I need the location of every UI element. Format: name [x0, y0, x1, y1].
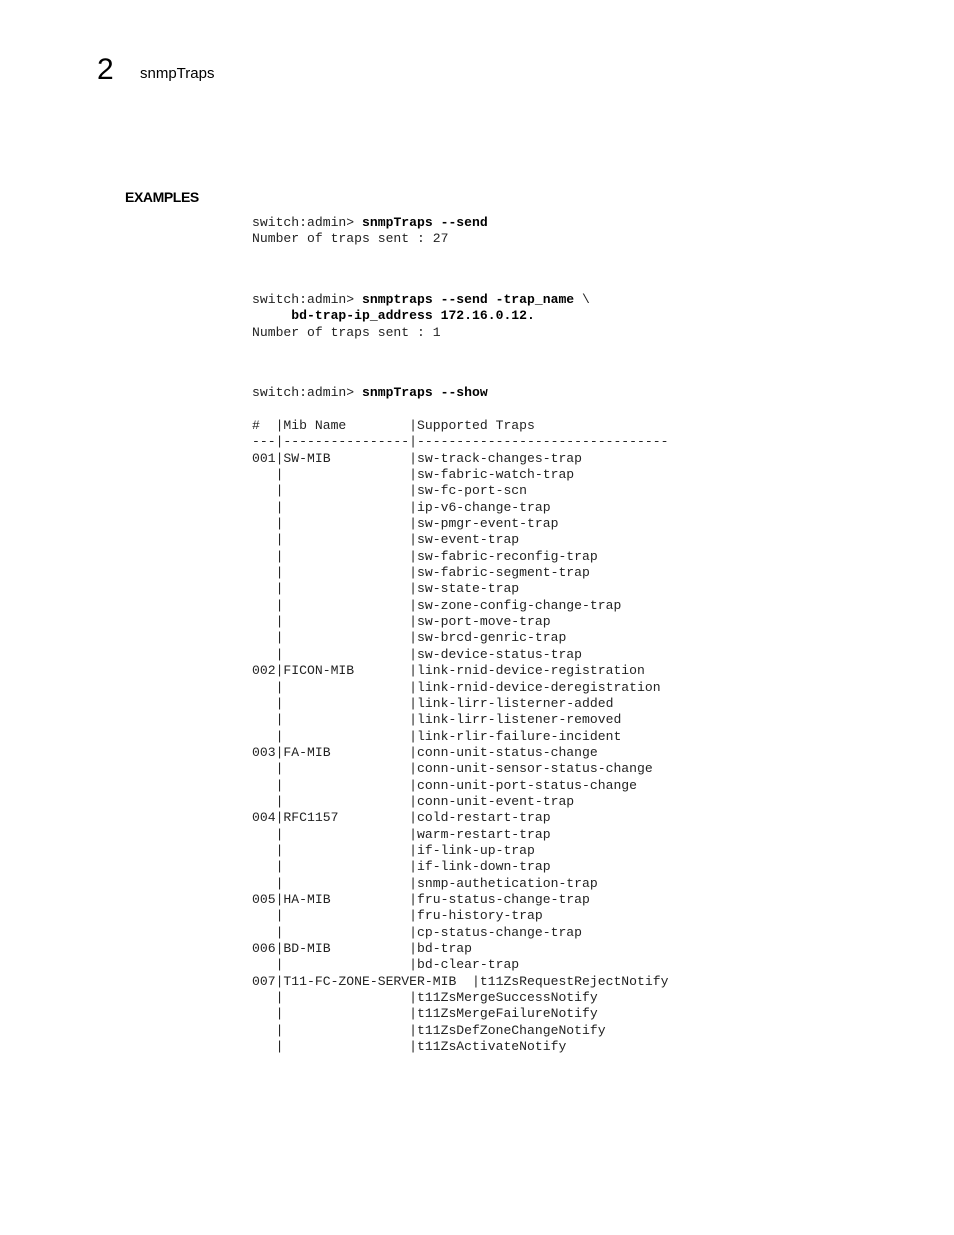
table-row: | |conn-unit-sensor-status-change — [252, 761, 653, 777]
table-row: 007|T11-FC-ZONE-SERVER-MIB |t11ZsRequestRejectNotify — [252, 973, 669, 989]
table-row: | |sw-fabric-reconfig-trap — [252, 548, 598, 564]
table-row: | |sw-port-move-trap — [252, 614, 551, 630]
table-row: | |ip-v6-change-trap — [252, 499, 551, 515]
table-row: | |if-link-down-trap — [252, 859, 551, 875]
table-row: | |conn-unit-event-trap — [252, 793, 575, 809]
table-row: | |sw-fabric-segment-trap — [252, 565, 590, 581]
table-row: | |sw-fc-port-scn — [252, 483, 528, 499]
table-row: | |t11ZsMergeFailureNotify — [252, 1006, 598, 1022]
table-row: 003|FA-MIB |conn-unit-status-change — [252, 744, 598, 760]
table-row: | |sw-event-trap — [252, 532, 520, 548]
table-row: | |t11ZsActivateNotify — [252, 1039, 567, 1055]
table-row: 005|HA-MIB |fru-status-change-trap — [252, 891, 590, 907]
table-row: | |warm-restart-trap — [252, 826, 551, 842]
table-row: | |bd-clear-trap — [252, 957, 520, 973]
table-row: | |link-lirr-listener-removed — [252, 712, 622, 728]
table-row: | |sw-device-status-trap — [252, 646, 583, 662]
table-row: 004|RFC1157 |cold-restart-trap — [252, 810, 551, 826]
table-row: | |fru-history-trap — [252, 908, 543, 924]
command-output: Number of traps sent : 1 — [252, 324, 441, 340]
chapter-title: snmpTraps — [140, 65, 215, 82]
prompt: switch:admin> — [252, 215, 363, 230]
chapter-number: 2 — [97, 53, 114, 86]
command: snmptraps --send -trap_name — [362, 292, 575, 307]
table-row: | |link-rnid-device-deregistration — [252, 679, 661, 695]
table-row: 002|FICON-MIB |link-rnid-device-registration — [252, 663, 645, 679]
table-row: | |conn-unit-port-status-change — [252, 777, 638, 793]
command: snmpTraps --send — [362, 215, 488, 230]
table-row: | |sw-brcd-genric-trap — [252, 630, 567, 646]
command-output: Number of traps sent : 27 — [252, 231, 449, 247]
table-row: | |t11ZsMergeSuccessNotify — [252, 990, 598, 1006]
example-send-trap-name — [252, 292, 590, 341]
example-show — [252, 385, 488, 401]
command-continued: bd-trap-ip_address 172.16.0.12. — [252, 308, 535, 324]
table-row: | |sw-zone-config-change-trap — [252, 597, 622, 613]
command: snmpTraps --show — [362, 385, 488, 400]
section-heading: EXAMPLES — [125, 189, 199, 205]
table-row: | |cp-status-change-trap — [252, 924, 583, 940]
table-row: 001|SW-MIB |sw-track-changes-trap — [252, 450, 583, 466]
table-row: | |if-link-up-trap — [252, 842, 535, 858]
table-row: | |link-rlir-failure-incident — [252, 728, 622, 744]
table-row: | |sw-state-trap — [252, 581, 520, 597]
table-row: | |sw-pmgr-event-trap — [252, 516, 559, 532]
table-row: | |t11ZsDefZoneChangeNotify — [252, 1022, 606, 1038]
example-send — [252, 215, 488, 248]
table-header: # |Mib Name |Supported Traps — [252, 418, 535, 433]
trap-table — [252, 418, 668, 1055]
table-row: 006|BD-MIB |bd-trap — [252, 941, 473, 956]
table-row: | |snmp-authetication-trap — [252, 875, 598, 891]
line-continuation: \ — [574, 292, 590, 307]
table-separator: ---|----------------|-------------------------------- — [252, 434, 669, 450]
prompt: switch:admin> — [252, 385, 363, 400]
prompt: switch:admin> — [252, 292, 363, 307]
table-row: | |sw-fabric-watch-trap — [252, 467, 575, 483]
table-row: | |link-lirr-listerner-added — [252, 695, 614, 711]
